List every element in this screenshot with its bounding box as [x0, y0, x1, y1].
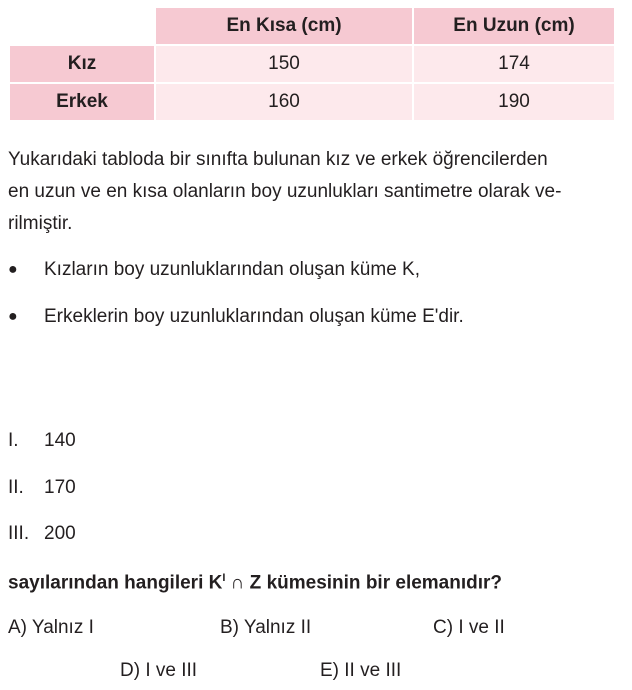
table-row [10, 84, 614, 120]
choice-c[interactable]: C) I ve II [433, 617, 505, 638]
question-text [8, 566, 502, 595]
option-numeral: II. [8, 477, 24, 498]
bullet-text: Kızların boy uzunluklarından oluşan küme K, [44, 259, 420, 280]
table-header-row [10, 8, 614, 44]
question-part: sayılarından hangileri K [8, 572, 223, 594]
option-value: 170 [44, 477, 76, 498]
complement-mark: I [222, 572, 226, 584]
choice-d[interactable]: D) I ve III [120, 660, 198, 681]
choice-a[interactable]: A) Yalnız I [8, 617, 94, 638]
table-row [10, 46, 614, 82]
option-item [8, 522, 76, 546]
problem-paragraph [8, 144, 620, 240]
choice-b[interactable]: B) Yalnız II [220, 617, 312, 638]
option-numeral: III. [8, 523, 30, 544]
girl-shortest-value: 150 [156, 46, 412, 82]
table-corner-cell [10, 8, 154, 44]
bullet-item [8, 258, 420, 282]
header-shortest: En Kısa (cm) [156, 8, 412, 44]
bullet-item [8, 305, 464, 329]
option-item [8, 429, 76, 453]
bullet-dot-icon: ● [8, 308, 18, 325]
bullet-text: Erkeklerin boy uzunluklarından oluşan küme E'dir. [44, 306, 464, 327]
option-value: 200 [44, 523, 76, 544]
paragraph-line: en uzun ve en kısa olanların boy uzunlukları santimetre olarak ve- [8, 181, 562, 202]
bullet-dot-icon: ● [8, 261, 18, 278]
boy-tallest-value: 190 [414, 84, 614, 120]
paragraph-line: rilmiştir. [8, 213, 73, 234]
row-label-boy: Erkek [10, 84, 154, 120]
question-part: ∩ Z kümesinin bir elemanıdır? [225, 572, 503, 594]
data-table [10, 8, 614, 122]
option-numeral: I. [8, 430, 19, 451]
boy-shortest-value: 160 [156, 84, 412, 120]
header-tallest: En Uzun (cm) [414, 8, 614, 44]
paragraph-line: Yukarıdaki tabloda bir sınıfta bulunan kız ve erkek öğrencilerden [8, 149, 548, 170]
girl-tallest-value: 174 [414, 46, 614, 82]
choice-e[interactable]: E) II ve III [320, 660, 402, 681]
option-value: 140 [44, 430, 76, 451]
option-item [8, 476, 76, 500]
row-label-girl: Kız [10, 46, 154, 82]
